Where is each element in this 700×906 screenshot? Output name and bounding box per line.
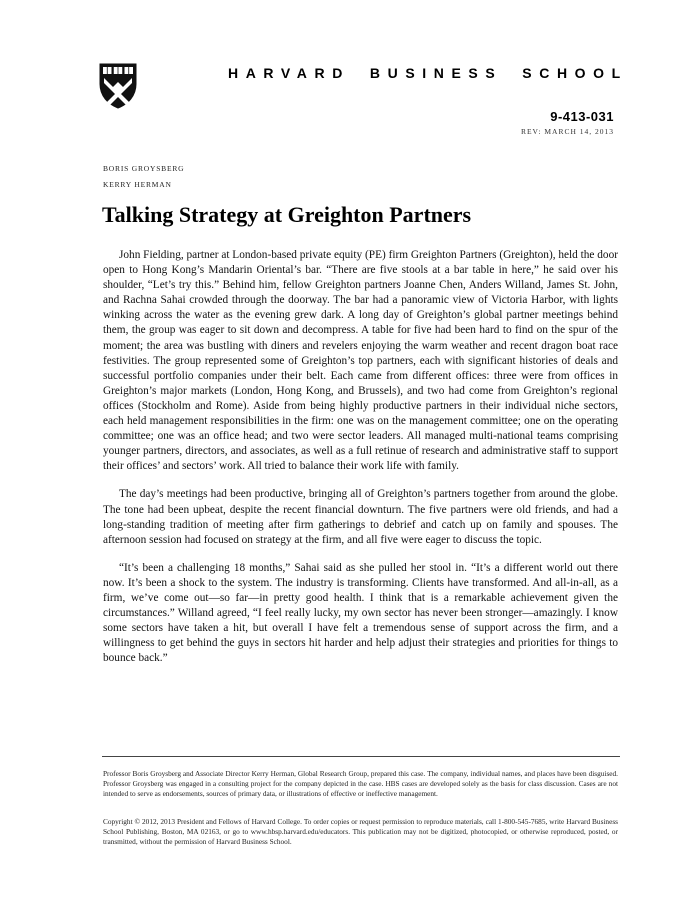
footnote-divider — [102, 756, 620, 757]
wordmark-harvard: HARVARD — [228, 65, 350, 81]
copyright-note: Copyright © 2012, 2013 President and Fellows of Harvard College. To order copies or request permission to reproduce materials, call 1-800-545-7685, write Harvard Business School Publishing, Boston, MA 02163, or go to www.hbsp.harvard.edu/educators. This publication may not be digitized, photocopied, or otherwise reproduced, posted, or transmitted, without the permission of Harvard Business School. — [103, 817, 618, 846]
hbs-wordmark — [228, 63, 628, 83]
body-paragraph: John Fielding, partner at London-based private equity (PE) firm Greighton Partners (Greighton), held the door open to Hong Kong’s Mandarin Oriental’s bar. “There are five stools at a bar table in here,” he said over his shoulder, “Let’s try this.” Behind him, fellow Greighton partners Joanne Chen, Anders Willand, James St. John, and Rachna Sahai crowded through the doorway. The bar had a panoramic view of Victoria Harbor, with lights winking across the water as the evening grew dark. A long day of Greighton’s global partner meetings behind them, the group was eager to sit down and decompress. A table for five had been hard to find on the spur of the moment; the area was bustling with diners and revelers enjoying the warm weather and recent dragon boat race festivities. The group represented some of Greighton’s top partners, each with significant histories of deals and successful portfolio companies under their belt. Each came from different offices: three were from offices in Greighton’s major markets (London, Hong Kong, and Brussels), and two had come from Greighton’s regional offices (Stockholm and Rome). Aside from being highly productive partners in their individual niche sectors, each held management responsibilities in the firm: one was on the management committee; one on the operating committee; one was an office head; and two were sector leaders. All managed multi-national teams comprising younger partners, directors, and associates, as well as a full retinue of research and administrative staff to support their offices’ and sectors’ work. All tried to balance their work life with family. — [103, 249, 618, 473]
wordmark-business: BUSINESS — [369, 65, 503, 81]
author-name: KERRY HERMAN — [103, 180, 172, 189]
case-body — [103, 248, 618, 679]
body-paragraph: The day’s meetings had been productive, bringing all of Greighton’s partners together from around the globe. The tone had been upbeat, despite the recent financial downturn. The five partners were old friends, and had a long-standing tradition of meeting after firm gatherings to debrief and catch up on family and spouses. The afternoon session had focused on strategy at the firm, and all five were eager to discuss the topic. — [103, 488, 618, 546]
case-number: 9-413-031 — [550, 109, 614, 124]
body-paragraph: “It’s been a challenging 18 months,” Sahai said as she pulled her stool in. “It’s a different world out there now. It’s been a shock to the system. The industry is transforming. Clients have transformed. And all-in-all, as a firm, we’ve come out—so far—in pretty good health. I think that is a remarkable achievement given the circumstances.” Willand agreed, “I feel really lucky, my own sector has never been stronger—amazingly. I know some sectors have taken a hit, but overall I have felt a tremendous sense of support across the firm, and a willingness to get behind the guys in sectors hit harder and help adjust their strategies and priorities for things to bounce back.” — [103, 561, 618, 665]
wordmark-school: SCHOOL — [522, 65, 628, 81]
case-title: Talking Strategy at Greighton Partners — [102, 202, 472, 227]
preparation-note: Professor Boris Groysberg and Associate Director Kerry Herman, Global Research Group, prepared this case. The company, individual names, and places have been disguised. Professor Groysberg was engaged in a consulting project for the company depicted in the case. HBS cases are developed solely as the basis for class discussion. Cases are not intended to serve as endorsements, sources of primary data, or illustrations of effective or ineffective management. — [103, 769, 618, 798]
revision-date: REV: MARCH 14, 2013 — [520, 127, 614, 136]
harvard-shield-icon — [98, 62, 138, 110]
author-name: BORIS GROYSBERG — [103, 164, 185, 173]
